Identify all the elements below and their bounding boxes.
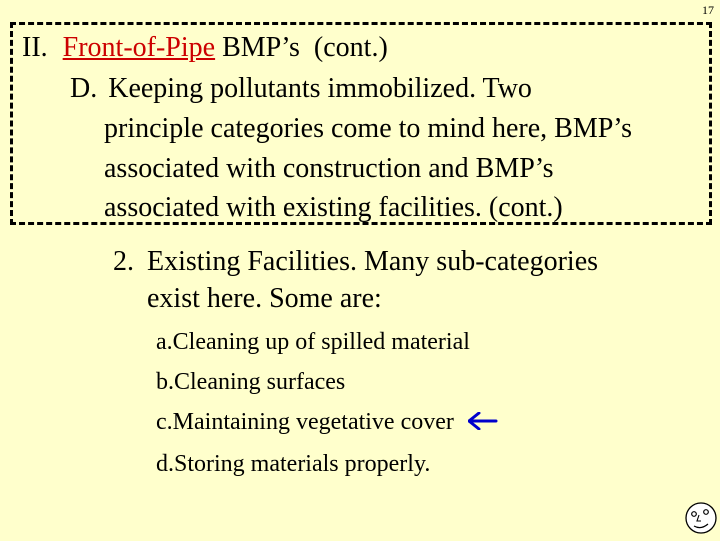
list-item <box>156 408 498 437</box>
list-item-text: Cleaning up of spilled material <box>172 329 470 355</box>
heading-highlight: Front-of-Pipe <box>62 32 216 63</box>
list-item <box>156 450 430 478</box>
left-arrow-icon <box>468 409 498 437</box>
section-line-2: exist here. Some are: <box>147 283 382 314</box>
subheading-line-4: associated with existing facilities. (cont.) <box>104 192 563 223</box>
list-item <box>156 368 345 396</box>
section-number: 2. <box>113 246 134 277</box>
list-item-text: Cleaning surfaces <box>174 369 346 395</box>
list-item-letter: a. <box>156 329 173 355</box>
list-item-letter: b. <box>156 369 174 395</box>
subheading-line-1 <box>70 74 532 104</box>
subheading-text-1: Keeping pollutants immobilized. Two <box>108 73 532 104</box>
heading-rest: BMP’s (cont.) <box>215 32 388 63</box>
list-item <box>156 328 470 356</box>
heading <box>22 33 388 63</box>
subheading-letter: D. <box>70 73 98 104</box>
subheading-line-3: associated with construction and BMP’s <box>104 153 554 184</box>
smiley-face-icon <box>684 500 718 541</box>
list-item-letter: c. <box>156 409 173 435</box>
page-number: 17 <box>702 3 714 17</box>
list-item-text: Maintaining vegetative cover <box>172 409 454 435</box>
heading-numeral: II. <box>22 32 48 63</box>
section-line-1 <box>113 247 598 277</box>
section-text-1: Existing Facilities. Many sub-categories <box>147 246 599 277</box>
list-item-text: Storing materials properly. <box>174 451 431 477</box>
list-item-letter: d. <box>156 451 174 477</box>
subheading-line-2: principle categories come to mind here, BMP’s <box>104 113 632 144</box>
